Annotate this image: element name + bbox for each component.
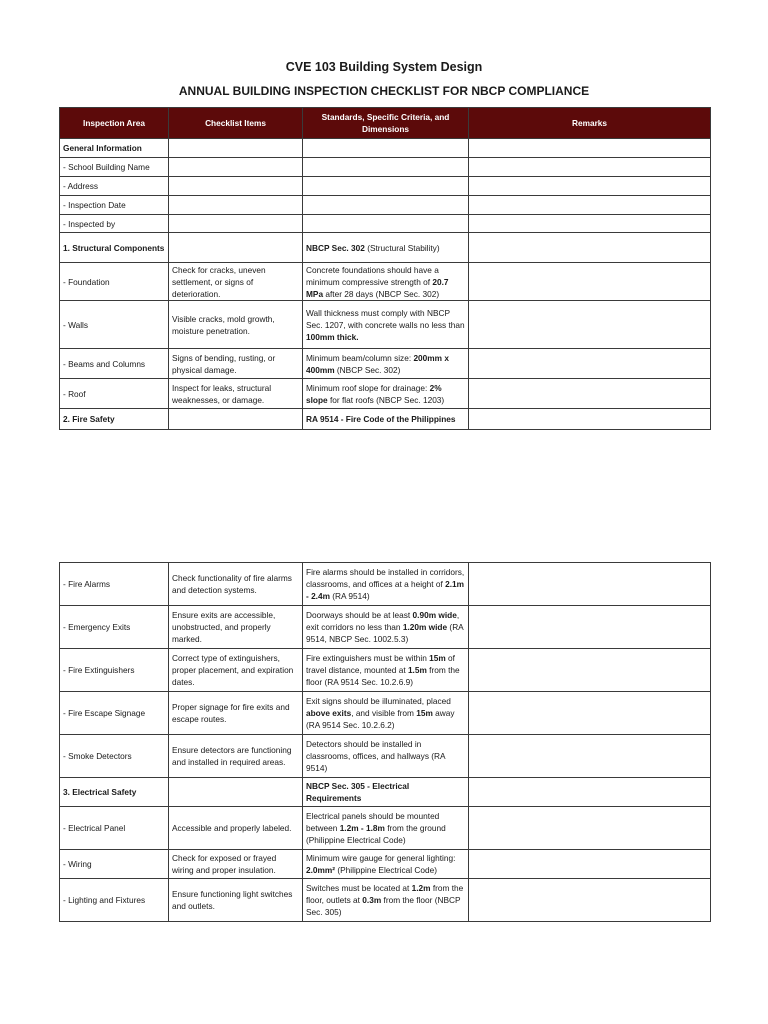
cell-standards: Fire alarms should be installed in corridors, classrooms, and offices at a height of 2.1m - 2.4m (RA 9514) (303, 563, 469, 606)
cell-remarks (469, 879, 711, 922)
cell-standards: Switches must be located at 1.2m from the floor, outlets at 0.3m from the floor (NBCP Sec. 305) (303, 879, 469, 922)
cell-inspection-area: - Walls (60, 301, 169, 349)
cell-inspection-area: - Address (60, 177, 169, 196)
cell-inspection-area: - Fire Extinguishers (60, 649, 169, 692)
cell-inspection-area: 3. Electrical Safety (60, 778, 169, 807)
cell-standards: RA 9514 - Fire Code of the Philippines (303, 409, 469, 430)
cell-standards (303, 158, 469, 177)
cell-inspection-area: - Fire Escape Signage (60, 692, 169, 735)
cell-standards (303, 177, 469, 196)
table-row (60, 263, 711, 301)
table-header-row (60, 108, 711, 139)
table-row (60, 196, 711, 215)
cell-checklist-items: Visible cracks, mold growth, moisture penetration. (169, 301, 303, 349)
cell-inspection-area: - Emergency Exits (60, 606, 169, 649)
cell-checklist-items: Proper signage for fire exits and escape routes. (169, 692, 303, 735)
cell-checklist-items (169, 778, 303, 807)
cell-remarks (469, 850, 711, 879)
table-row (60, 177, 711, 196)
table-row (60, 850, 711, 879)
cell-remarks (469, 301, 711, 349)
cell-checklist-items: Check for cracks, uneven settlement, or signs of deterioration. (169, 263, 303, 301)
header-standards: Standards, Specific Criteria, and Dimensions (303, 108, 469, 139)
table-row (60, 349, 711, 379)
cell-remarks (469, 158, 711, 177)
table-row (60, 649, 711, 692)
cell-remarks (469, 349, 711, 379)
table-row (60, 563, 711, 606)
cell-remarks (469, 807, 711, 850)
table-row (60, 692, 711, 735)
cell-checklist-items (169, 196, 303, 215)
inspection-table-part2 (59, 562, 711, 922)
cell-checklist-items: Ensure functioning light switches and outlets. (169, 879, 303, 922)
inspection-table-part1 (59, 107, 711, 430)
table-row (60, 379, 711, 409)
cell-inspection-area: - Foundation (60, 263, 169, 301)
cell-inspection-area: - Smoke Detectors (60, 735, 169, 778)
table-row (60, 606, 711, 649)
cell-inspection-area: - Wiring (60, 850, 169, 879)
cell-remarks (469, 196, 711, 215)
cell-remarks (469, 409, 711, 430)
cell-inspection-area: - Lighting and Fixtures (60, 879, 169, 922)
table-row (60, 139, 711, 158)
cell-remarks (469, 379, 711, 409)
header-inspection-area: Inspection Area (60, 108, 169, 139)
cell-checklist-items: Check functionality of fire alarms and detection systems. (169, 563, 303, 606)
cell-standards: Doorways should be at least 0.90m wide, exit corridors no less than 1.20m wide (RA 9514, NBCP Sec. 1002.5.3) (303, 606, 469, 649)
cell-remarks (469, 263, 711, 301)
cell-inspection-area: - Electrical Panel (60, 807, 169, 850)
cell-standards: Exit signs should be illuminated, placed above exits, and visible from 15m away (RA 9514 Sec. 10.2.6.2) (303, 692, 469, 735)
cell-inspection-area: - School Building Name (60, 158, 169, 177)
cell-inspection-area: 2. Fire Safety (60, 409, 169, 430)
cell-inspection-area: - Fire Alarms (60, 563, 169, 606)
cell-standards (303, 139, 469, 158)
cell-standards: NBCP Sec. 302 (Structural Stability) (303, 233, 469, 263)
table-row (60, 735, 711, 778)
cell-checklist-items: Ensure detectors are functioning and installed in required areas. (169, 735, 303, 778)
cell-checklist-items (169, 177, 303, 196)
cell-checklist-items (169, 139, 303, 158)
cell-standards: Minimum roof slope for drainage: 2% slope for flat roofs (NBCP Sec. 1203) (303, 379, 469, 409)
cell-standards (303, 196, 469, 215)
cell-remarks (469, 177, 711, 196)
table-row (60, 233, 711, 263)
table-row (60, 879, 711, 922)
table-row (60, 158, 711, 177)
cell-checklist-items (169, 409, 303, 430)
cell-remarks (469, 692, 711, 735)
table-row (60, 301, 711, 349)
header-remarks: Remarks (469, 108, 711, 139)
table-row (60, 215, 711, 233)
cell-inspection-area: - Beams and Columns (60, 349, 169, 379)
cell-standards: NBCP Sec. 305 - Electrical Requirements (303, 778, 469, 807)
cell-checklist-items (169, 215, 303, 233)
cell-inspection-area: - Inspection Date (60, 196, 169, 215)
cell-remarks (469, 778, 711, 807)
document-title: CVE 103 Building System Design (285, 60, 483, 74)
cell-remarks (469, 139, 711, 158)
header-checklist-items: Checklist Items (169, 108, 303, 139)
cell-standards: Detectors should be installed in classrooms, offices, and hallways (RA 9514) (303, 735, 469, 778)
cell-checklist-items: Signs of bending, rusting, or physical damage. (169, 349, 303, 379)
cell-standards: Fire extinguishers must be within 15m of travel distance, mounted at 1.5m from the floor (RA 9514 Sec. 10.2.6.9) (303, 649, 469, 692)
cell-inspection-area: - Roof (60, 379, 169, 409)
cell-checklist-items (169, 233, 303, 263)
cell-standards: Minimum wire gauge for general lighting: 2.0mm² (Philippine Electrical Code) (303, 850, 469, 879)
cell-remarks (469, 649, 711, 692)
cell-standards: Concrete foundations should have a minimum compressive strength of 20.7 MPa after 28 days (NBCP Sec. 302) (303, 263, 469, 301)
cell-remarks (469, 735, 711, 778)
cell-remarks (469, 233, 711, 263)
table-row (60, 807, 711, 850)
cell-inspection-area: General Information (60, 139, 169, 158)
cell-standards: Minimum beam/column size: 200mm x 400mm (NBCP Sec. 302) (303, 349, 469, 379)
cell-standards (303, 215, 469, 233)
cell-inspection-area: 1. Structural Components (60, 233, 169, 263)
table-row (60, 409, 711, 430)
cell-checklist-items: Inspect for leaks, structural weaknesses, or damage. (169, 379, 303, 409)
cell-checklist-items (169, 158, 303, 177)
cell-remarks (469, 563, 711, 606)
document-subtitle: ANNUAL BUILDING INSPECTION CHECKLIST FOR NBCP COMPLIANCE (178, 84, 590, 98)
cell-checklist-items: Correct type of extinguishers, proper placement, and expiration dates. (169, 649, 303, 692)
cell-standards: Wall thickness must comply with NBCP Sec. 1207, with concrete walls no less than 100mm thick. (303, 301, 469, 349)
table-row (60, 778, 711, 807)
cell-remarks (469, 215, 711, 233)
cell-remarks (469, 606, 711, 649)
cell-inspection-area: - Inspected by (60, 215, 169, 233)
cell-checklist-items: Check for exposed or frayed wiring and proper insulation. (169, 850, 303, 879)
cell-checklist-items: Ensure exits are accessible, unobstructed, and properly marked. (169, 606, 303, 649)
cell-standards: Electrical panels should be mounted between 1.2m - 1.8m from the ground (Philippine Electrical Code) (303, 807, 469, 850)
cell-checklist-items: Accessible and properly labeled. (169, 807, 303, 850)
